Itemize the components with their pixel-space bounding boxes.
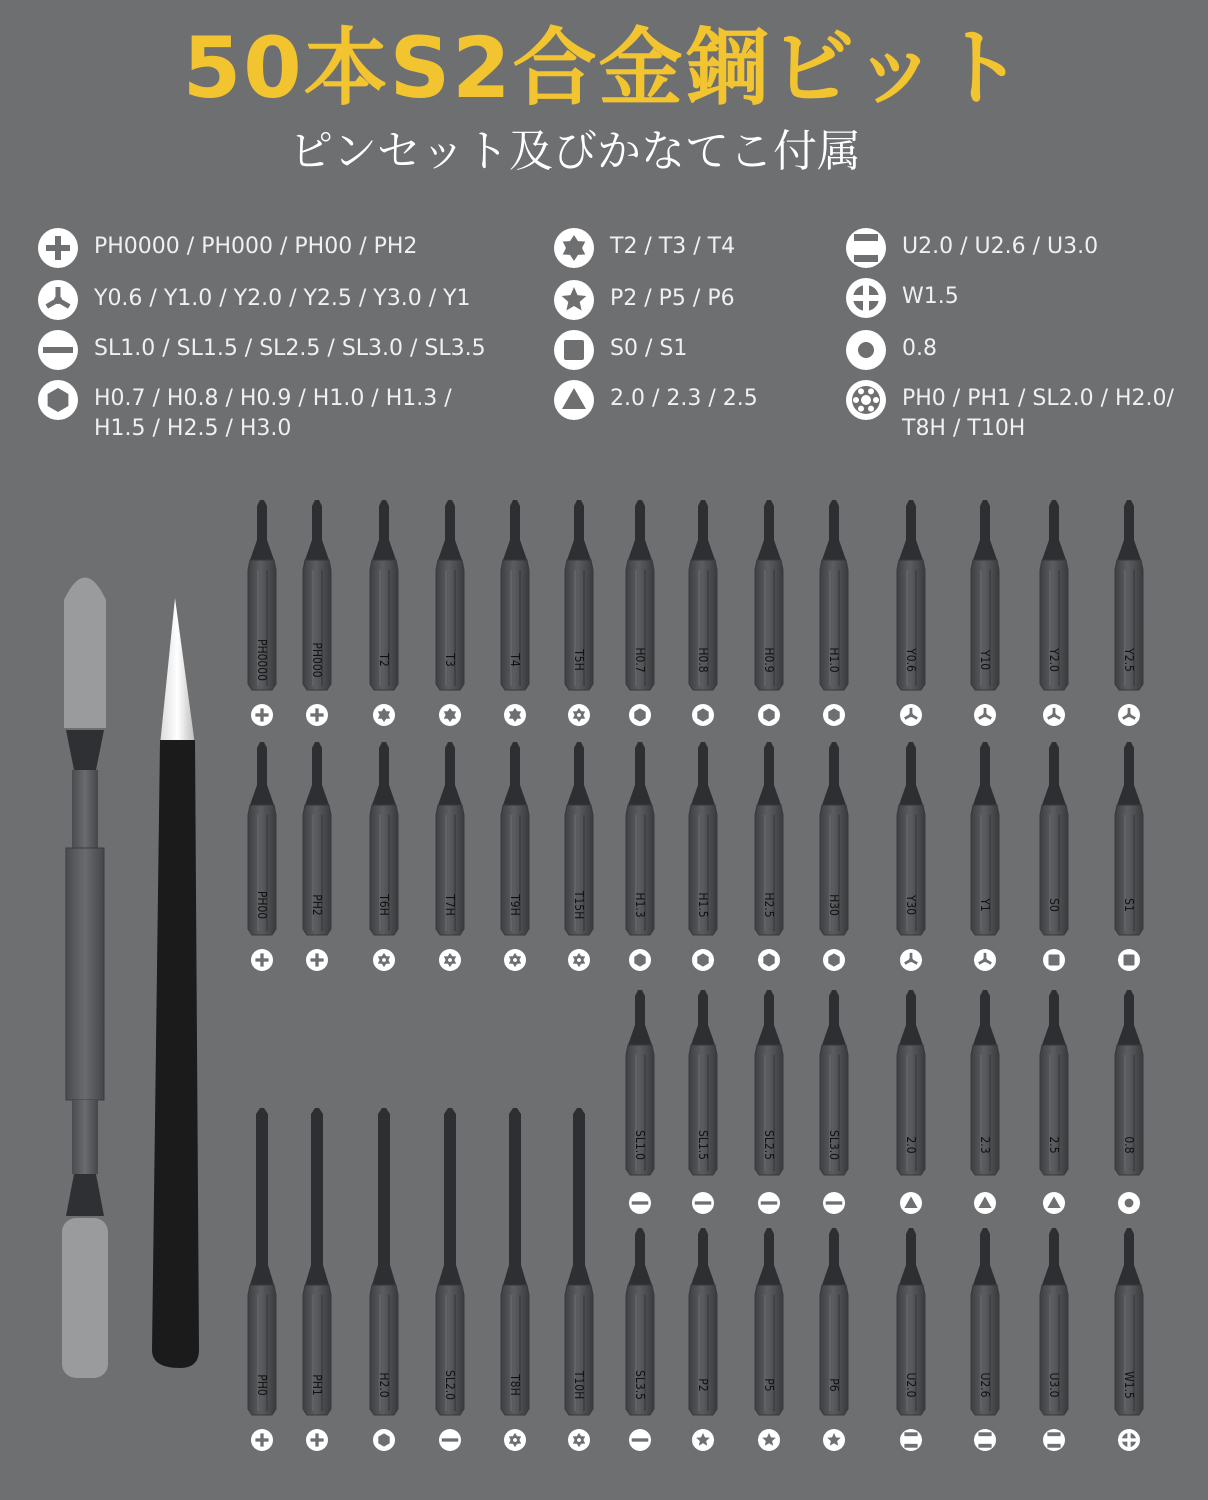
ushape-icon xyxy=(1043,1429,1065,1451)
bit-label: H0.7 xyxy=(633,647,647,673)
bit-label: PH0000 xyxy=(255,638,269,682)
star-icon xyxy=(692,1429,714,1451)
bit xyxy=(626,990,654,1214)
bit-label: SL3.0 xyxy=(827,1129,841,1161)
legend-text-line: Y0.6 / Y1.0 / Y2.0 / Y2.5 / Y3.0 / Y1 xyxy=(94,286,471,311)
bit-label: SL2.0 xyxy=(443,1369,457,1401)
legend-text-line: 2.0 / 2.3 / 2.5 xyxy=(610,386,758,411)
legend-text-line: PH0000 / PH000 / PH00 / PH2 xyxy=(94,234,418,259)
bit xyxy=(626,1228,654,1451)
bit xyxy=(755,742,783,971)
crossw-icon xyxy=(1118,1429,1140,1451)
hex-icon xyxy=(758,704,780,726)
torxh-icon xyxy=(568,704,590,726)
bit-label: 0.8 xyxy=(1122,1136,1136,1154)
bit-label: Y30 xyxy=(904,894,918,916)
bit-label: T2 xyxy=(377,653,391,667)
slot-icon xyxy=(629,1429,651,1451)
pry-tool xyxy=(62,578,108,1379)
legend-text-line: PH0 / PH1 / SL2.0 / H2.0/ xyxy=(902,386,1174,411)
bit-label: SL1.5 xyxy=(696,1129,710,1161)
page-subtitle: ピンセット及びかなてこ付属 xyxy=(289,126,861,177)
bit xyxy=(689,990,717,1214)
bit xyxy=(436,500,464,726)
legend-text-line: P2 / P5 / P6 xyxy=(610,286,735,311)
bit-label: H1.5 xyxy=(696,892,710,918)
hex-icon xyxy=(823,949,845,971)
triwing-icon xyxy=(1043,704,1065,726)
torx-icon xyxy=(504,704,526,726)
bit xyxy=(565,1108,593,1451)
bit-label: P2 xyxy=(696,1378,710,1392)
bit xyxy=(897,500,925,726)
bit-label: H0.9 xyxy=(762,647,776,673)
torxh-icon xyxy=(568,1429,590,1451)
triangle-icon xyxy=(900,1192,922,1214)
bit xyxy=(897,1228,925,1451)
star-icon xyxy=(758,1429,780,1451)
bit xyxy=(971,1228,999,1451)
bit-label: U2.6 xyxy=(978,1372,992,1398)
bit-label: S1 xyxy=(1122,898,1136,912)
phillips-icon xyxy=(251,704,273,726)
bit-label: P5 xyxy=(762,1378,776,1392)
bit xyxy=(971,990,999,1214)
bit-label: T10H xyxy=(572,1370,586,1400)
bit-label: P6 xyxy=(827,1378,841,1392)
triwing-icon xyxy=(1118,704,1140,726)
star-icon xyxy=(823,1429,845,1451)
triangle-icon xyxy=(974,1192,996,1214)
bit xyxy=(626,500,654,726)
bit xyxy=(501,742,529,971)
page-title: 50本S2合金鋼ビット xyxy=(182,19,1026,117)
square-icon xyxy=(1118,949,1140,971)
hex-icon xyxy=(629,949,651,971)
bit xyxy=(436,1108,464,1451)
torxh-icon xyxy=(504,949,526,971)
bit xyxy=(897,990,925,1214)
bit xyxy=(501,500,529,726)
bit-label: U2.0 xyxy=(904,1372,918,1398)
bit xyxy=(303,500,331,726)
square-icon xyxy=(1043,949,1065,971)
bit xyxy=(565,742,593,971)
bit xyxy=(1040,500,1068,726)
triangle-icon xyxy=(1043,1192,1065,1214)
tweezers xyxy=(152,598,199,1368)
legend-text-line: U2.0 / U2.6 / U3.0 xyxy=(902,234,1099,259)
bit-label: U3.0 xyxy=(1047,1372,1061,1398)
bit-label: SL3.5 xyxy=(633,1369,647,1401)
bit xyxy=(971,500,999,726)
bit xyxy=(971,742,999,971)
bit xyxy=(565,500,593,726)
bit-label: 2.0 xyxy=(904,1136,918,1154)
legend-text-line: H0.7 / H0.8 / H0.9 / H1.0 / H1.3 / xyxy=(94,386,452,411)
bit xyxy=(755,1228,783,1451)
slot-icon xyxy=(629,1192,651,1214)
bit xyxy=(755,990,783,1214)
bit xyxy=(820,1228,848,1451)
ushape-icon xyxy=(900,1429,922,1451)
bit xyxy=(303,1108,331,1451)
torxh-icon xyxy=(504,1429,526,1451)
bit xyxy=(820,742,848,971)
round-icon xyxy=(1118,1192,1140,1214)
legend-text-line: T8H / T10H xyxy=(902,416,1026,441)
bit-label: 2.5 xyxy=(1047,1136,1061,1154)
bit xyxy=(626,742,654,971)
bit xyxy=(1040,990,1068,1214)
bit-label: T4 xyxy=(508,653,522,667)
bit xyxy=(689,500,717,726)
bit-label: Y0.6 xyxy=(904,648,918,672)
bit xyxy=(370,500,398,726)
bit-label: Y1 xyxy=(978,898,992,912)
slot-icon xyxy=(758,1192,780,1214)
bit xyxy=(689,1228,717,1451)
slot-icon xyxy=(439,1429,461,1451)
hex-icon xyxy=(823,704,845,726)
triwing-icon xyxy=(900,704,922,726)
bit-label: PH1 xyxy=(310,1374,324,1396)
ushape-icon xyxy=(974,1429,996,1451)
bit xyxy=(436,742,464,971)
bit xyxy=(248,500,276,726)
phillips-icon xyxy=(251,1429,273,1451)
bit xyxy=(1115,742,1143,971)
bit xyxy=(820,500,848,726)
bit-label: T5H xyxy=(572,649,586,671)
bit xyxy=(1115,990,1143,1214)
bit-label: SL1.0 xyxy=(633,1129,647,1161)
bit-label: PH0 xyxy=(255,1374,269,1396)
triwing-icon xyxy=(974,949,996,971)
legend-text-line: W1.5 xyxy=(902,284,959,309)
phillips-icon xyxy=(306,1429,328,1451)
torx-icon xyxy=(439,704,461,726)
bit-label: SL2.5 xyxy=(762,1129,776,1161)
phillips-icon xyxy=(251,949,273,971)
bit-label: PH2 xyxy=(310,894,324,916)
bit-label: T15H xyxy=(572,890,586,920)
bit-label: H1.3 xyxy=(633,892,647,918)
legend-text-line: SL1.0 / SL1.5 / SL2.5 / SL3.0 / SL3.5 xyxy=(94,336,486,361)
phillips-icon xyxy=(306,949,328,971)
bit xyxy=(1040,1228,1068,1451)
bit xyxy=(755,500,783,726)
bit-label: S0 xyxy=(1047,898,1061,912)
triwing-icon xyxy=(900,949,922,971)
bit xyxy=(689,742,717,971)
slot-icon xyxy=(692,1192,714,1214)
bit-label: Y2.0 xyxy=(1047,648,1061,672)
bit-label: T9H xyxy=(508,894,522,916)
bit-label: T7H xyxy=(443,894,457,916)
bit xyxy=(897,742,925,971)
bit-label: H2.5 xyxy=(762,892,776,918)
triwing-icon xyxy=(974,704,996,726)
bit-label: Y10 xyxy=(978,649,992,671)
bit-label: W1.5 xyxy=(1122,1371,1136,1399)
legend-text-line: T2 / T3 / T4 xyxy=(610,234,736,259)
bit-label: H0.8 xyxy=(696,647,710,673)
bit-label: Y2.5 xyxy=(1122,648,1136,672)
bit-label: H1.0 xyxy=(827,647,841,673)
torxh-icon xyxy=(439,949,461,971)
torx-icon xyxy=(373,704,395,726)
bit-label: 2.3 xyxy=(978,1136,992,1154)
legend-text-line: H1.5 / H2.5 / H3.0 xyxy=(94,416,292,441)
bit xyxy=(248,1108,276,1451)
bit xyxy=(370,742,398,971)
hex-icon xyxy=(758,949,780,971)
torxh-icon xyxy=(373,949,395,971)
legend-text-line: 0.8 xyxy=(902,336,937,361)
legend-text-line: S0 / S1 xyxy=(610,336,688,361)
bit xyxy=(501,1108,529,1451)
bit xyxy=(1115,500,1143,726)
bit xyxy=(1115,1228,1143,1451)
torxh-icon xyxy=(568,949,590,971)
bit-label: PH00 xyxy=(255,890,269,920)
bit-label: T3 xyxy=(443,653,457,667)
hex-icon xyxy=(692,949,714,971)
bit xyxy=(303,742,331,971)
bit-label: PH000 xyxy=(310,642,324,678)
bit xyxy=(248,742,276,971)
hex-icon xyxy=(373,1429,395,1451)
bit-label: H30 xyxy=(827,894,841,916)
bit-label: H2.0 xyxy=(377,1372,391,1398)
bit xyxy=(370,1108,398,1451)
slot-icon xyxy=(823,1192,845,1214)
bit-label: T8H xyxy=(508,1374,522,1396)
hex-icon xyxy=(629,704,651,726)
phillips-icon xyxy=(306,704,328,726)
hex-icon xyxy=(692,704,714,726)
bit xyxy=(1040,742,1068,971)
bit-label: T6H xyxy=(377,894,391,916)
bit xyxy=(820,990,848,1214)
